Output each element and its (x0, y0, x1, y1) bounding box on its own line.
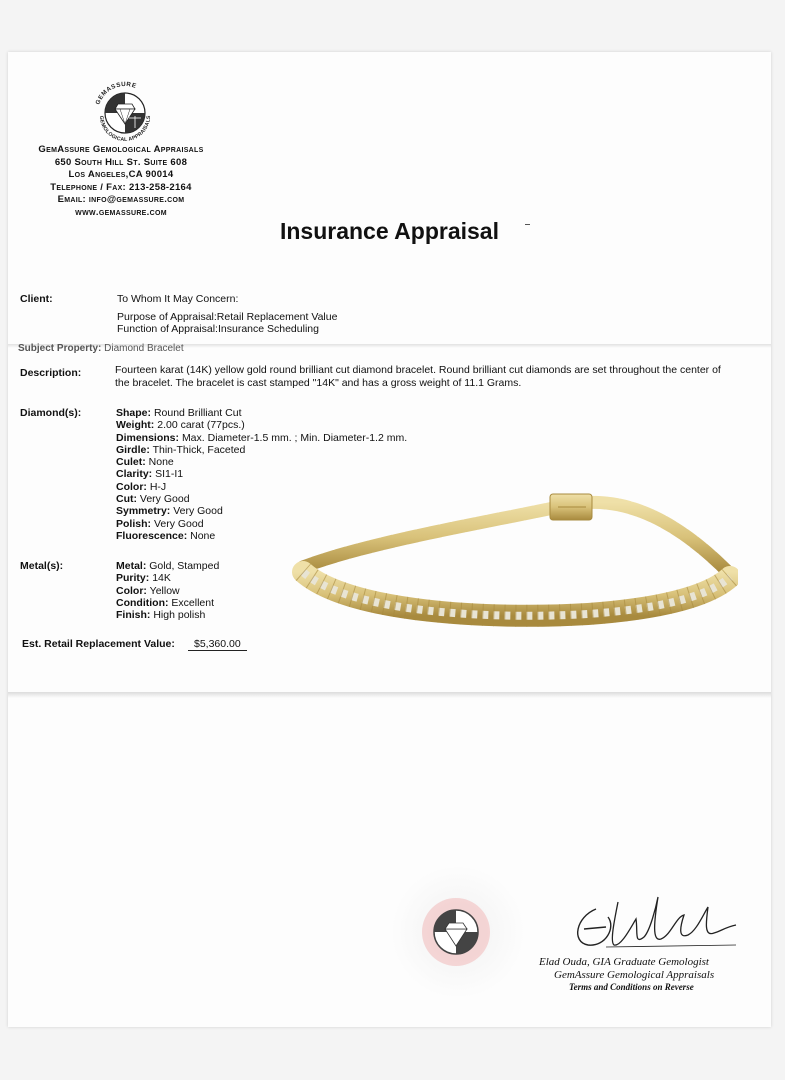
document-title-wrap (8, 218, 771, 245)
description-label: Description: (20, 367, 82, 379)
letterhead (8, 144, 234, 219)
company-address-line1: 650 South Hill St. Suite 608 (54, 156, 188, 168)
spec-row: Metal: Gold, Stamped (116, 560, 220, 572)
signer-name: Elad Ouda, GIA Graduate Gemologist (539, 956, 709, 968)
company-address-line2: Los Angeles,CA 90014 (68, 169, 174, 180)
client-label: Client: (20, 293, 53, 305)
spec-row: Purity: 14K (116, 572, 171, 585)
signer-company: GemAssure Gemological Appraisals (554, 968, 715, 981)
spec-row: Color: H-J (116, 480, 167, 493)
metals-label: Metal(s): (20, 560, 64, 572)
spec-row: Weight: 2.00 carat (77pcs.) (116, 419, 245, 432)
company-website: www.gemassure.com (75, 206, 167, 218)
signature (566, 887, 741, 957)
subject-value: Diamond Bracelet (104, 343, 184, 354)
spec-row: Symmetry: Very Good (116, 505, 223, 518)
spec-row: Dimensions: Max. Diameter-1.5 mm. ; Min. Diameter-1.2 mm. (116, 431, 408, 444)
spec-row: Fluorescence: None (116, 529, 216, 542)
diamonds-label: Diamond(s): (20, 407, 82, 419)
appraisal-function: Function of Appraisal:Insurance Scheduling (117, 323, 319, 335)
embossed-seal (418, 894, 494, 970)
spec-row: Finish: High polish (116, 609, 206, 622)
svg-text:GEMASSURE: GEMASSURE (94, 80, 138, 106)
client-value: To Whom It May Concern: (117, 293, 239, 305)
document-title: Insurance Appraisal (279, 218, 499, 244)
company-name: GemAssure Gemological Appraisals (38, 144, 204, 155)
price-value: $5,360.00 (188, 638, 247, 651)
bracelet-photo (288, 492, 738, 662)
signer-block (539, 956, 779, 994)
speck (525, 224, 530, 225)
price-label: Est. Retail Replacement Value: (22, 638, 175, 650)
company-email: Email: info@gemassure.com (57, 194, 185, 205)
spec-row: Cut: Very Good (116, 493, 190, 506)
spec-row: Clarity: SI1-I1 (116, 468, 184, 481)
subject-label: Subject Property: (18, 343, 102, 354)
company-phone: Telephone / Fax: 213-258-2164 (50, 181, 192, 193)
appraisal-purpose: Purpose of Appraisal:Retail Replacement Value (117, 311, 338, 323)
spec-row: Polish: Very Good (116, 517, 204, 530)
gemassure-logo (88, 76, 162, 150)
appraisal-document (8, 52, 771, 1027)
svg-text:GEMOLOGICAL APPRAISALS: GEMOLOGICAL APPRAISALS (97, 115, 153, 144)
spec-row: Girdle: Thin-Thick, Faceted (116, 443, 246, 456)
description-text: Fourteen karat (14K) yellow gold round brilliant cut diamond bracelet. Round brilliant cut diamonds are set throughout the center of the bracelet. The bracelet is cast stamped "14K" and has a gross weight of 11.1 Grams. (115, 364, 721, 389)
terms-note: Terms and Conditions on Reverse (569, 982, 694, 992)
spec-row: Color: Yellow (116, 584, 180, 597)
spec-row: Shape: Round Brilliant Cut (116, 407, 242, 419)
paper-fold (8, 692, 771, 698)
spec-row: Culet: None (116, 456, 174, 469)
subject-property (18, 343, 184, 354)
spec-row: Condition: Excellent (116, 596, 215, 609)
metal-specs (116, 560, 219, 621)
